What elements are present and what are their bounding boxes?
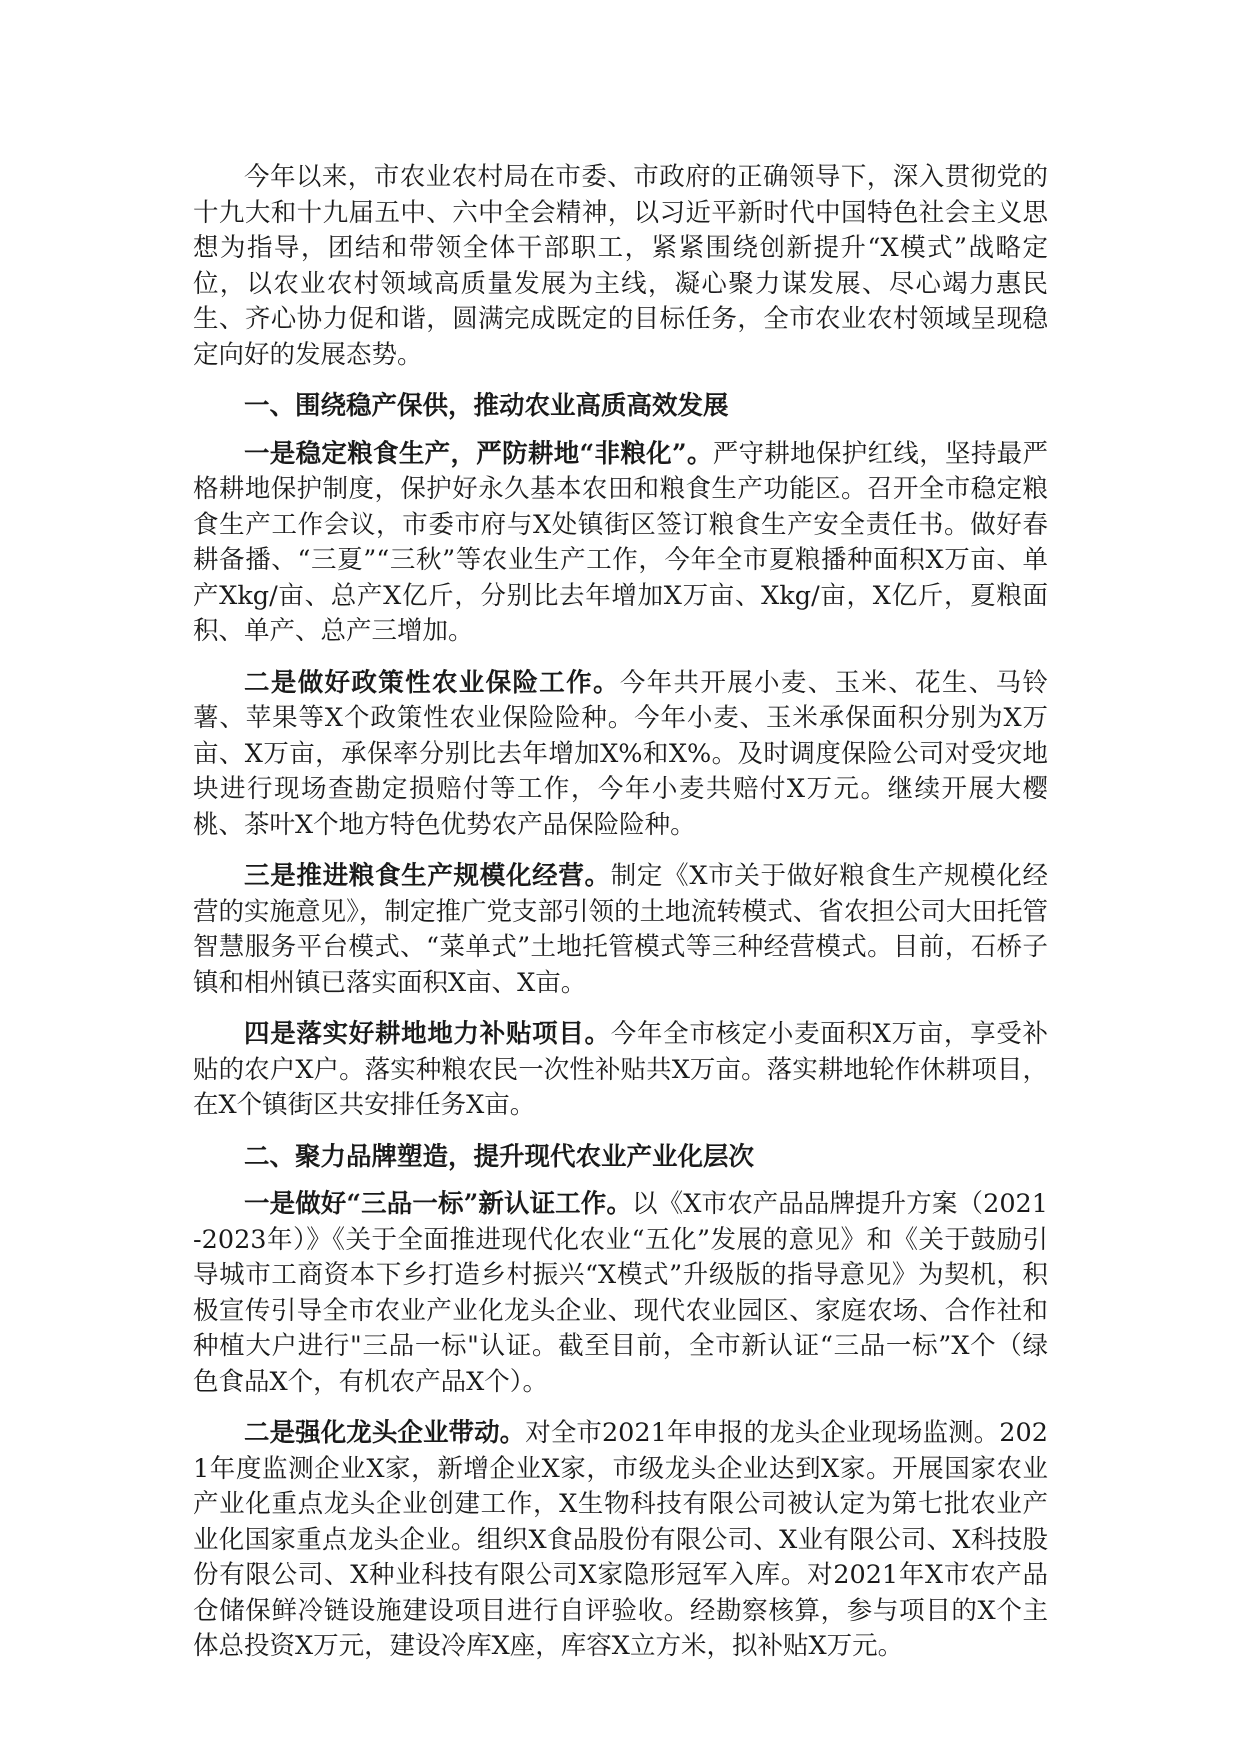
section1-item-4 xyxy=(193,1017,1048,1124)
section1-item-1 xyxy=(193,437,1048,650)
section2-heading: 二、聚力品牌塑造，提升现代农业产业化层次 xyxy=(244,1141,755,1172)
section2-item-2 xyxy=(193,1416,1048,1665)
section2-item-2-body: 对全市2021年申报的龙头企业现场监测。2021年度监测企业X家，新增企业X家，市级龙头企业达到X家。开展国家农业产业化重点龙头企业创建工作，X生物科技有限公司被认定为第七批农业产业化国家重点龙头企业。组织X食品股份有限公司、X业有限公司、X科技股份有限公司、X种业科技有限公司X家隐形冠军入库。对2021年X市农产品仓储保鲜冷链设施建设项目进行自评验收。经勘察核算，参与项目的X个主体总投资X万元，建设冷库X座，库容X立方米，拟补贴X万元。 xyxy=(193,1418,1048,1661)
intro-paragraph: 今年以来，市农业农村局在市委、市政府的正确领导下，深入贯彻党的十九大和十九届五中、六中全会精神，以习近平新时代中国特色社会主义思想为指导，团结和带领全体干部职工，紧紧围绕创新提升“X模式”战略定位，以农业农村领域高质量发展为主线，凝心聚力谋发展、尽心竭力惠民生、齐心协力促和谐，圆满完成既定的目标任务，全市农业农村领域呈现稳定向好的发展态势。 xyxy=(193,162,1048,370)
section2-item-2-lead: 二是强化龙头企业带动。 xyxy=(244,1418,526,1448)
section1-item-3-body: 制定《X市关于做好粮食生产规模化经营的实施意见》，制定推广党支部引领的土地流转模式、省农担公司大田托管智慧服务平台模式、“菜单式”土地托管模式等三种经营模式。目前，石桥子镇和相州镇已落实面积X亩、X亩。 xyxy=(193,861,1048,998)
section1-item-2 xyxy=(193,666,1048,844)
section1-item-3 xyxy=(193,859,1048,1001)
section1-heading: 一、围绕稳产保供，推动农业高质高效发展 xyxy=(244,391,729,421)
section1-item-4-body: 今年全市核定小麦面积X万亩，享受补贴的农户X户。落实种粮农民一次性补贴共X万亩。落实耕地轮作休耕项目，在X个镇街区共安排任务X亩。 xyxy=(193,1019,1048,1120)
section2-item-1-lead: 一是做好“三品一标”新认证工作。 xyxy=(244,1189,632,1219)
section2-item-1 xyxy=(193,1187,1048,1400)
section1-item-1-lead: 一是稳定粮食生产，严防耕地“非粮化”。 xyxy=(244,438,713,469)
section2-item-1-body: 以《X市农产品品牌提升方案（2021-2023年）》《关于全面推进现代化农业“五化”发展的意见》和《关于鼓励引导城市工商资本下乡打造乡村振兴“X模式”升级版的指导意见》为契机，积极宣传引导全市农业产业化龙头企业、现代农业园区、家庭农场、合作社和种植大户进行"三品一标"认证。截至目前，全市新认证“三品一标”X个（绿色食品X个，有机农产品X个）。 xyxy=(193,1189,1048,1397)
section1-item-4-lead: 四是落实好耕地地力补贴项目。 xyxy=(244,1019,611,1049)
section1-item-1-body: 严守耕地保护红线，坚持最严格耕地保护制度，保护好永久基本农田和粮食生产功能区。召开全市稳定粮食生产工作会议，市委市府与X处镇街区签订粮食生产安全责任书。做好春耕备播、“三夏”“三秋”等农业生产工作，今年全市夏粮播种面积X万亩、单产Xkg/亩、总产X亿斤，分别比去年增加X万亩、Xkg/亩，X亿斤，夏粮面积、单产、总产三增加。 xyxy=(193,438,1048,646)
document-body xyxy=(193,160,1048,1681)
section1-item-2-lead: 二是做好政策性农业保险工作。 xyxy=(244,667,620,698)
section1-item-2-body: 今年共开展小麦、玉米、花生、马铃薯、苹果等X个政策性农业保险险种。今年小麦、玉米承保面积分别为X万亩、X万亩，承保率分别比去年增加X%和X%。及时调度保险公司对受灾地块进行现场查勘定损赔付等工作，今年小麦共赔付X万元。继续开展大樱桃、茶叶X个地方特色优势农产品保险险种。 xyxy=(193,667,1048,840)
section1-item-3-lead: 三是推进粮食生产规模化经营。 xyxy=(244,861,611,891)
